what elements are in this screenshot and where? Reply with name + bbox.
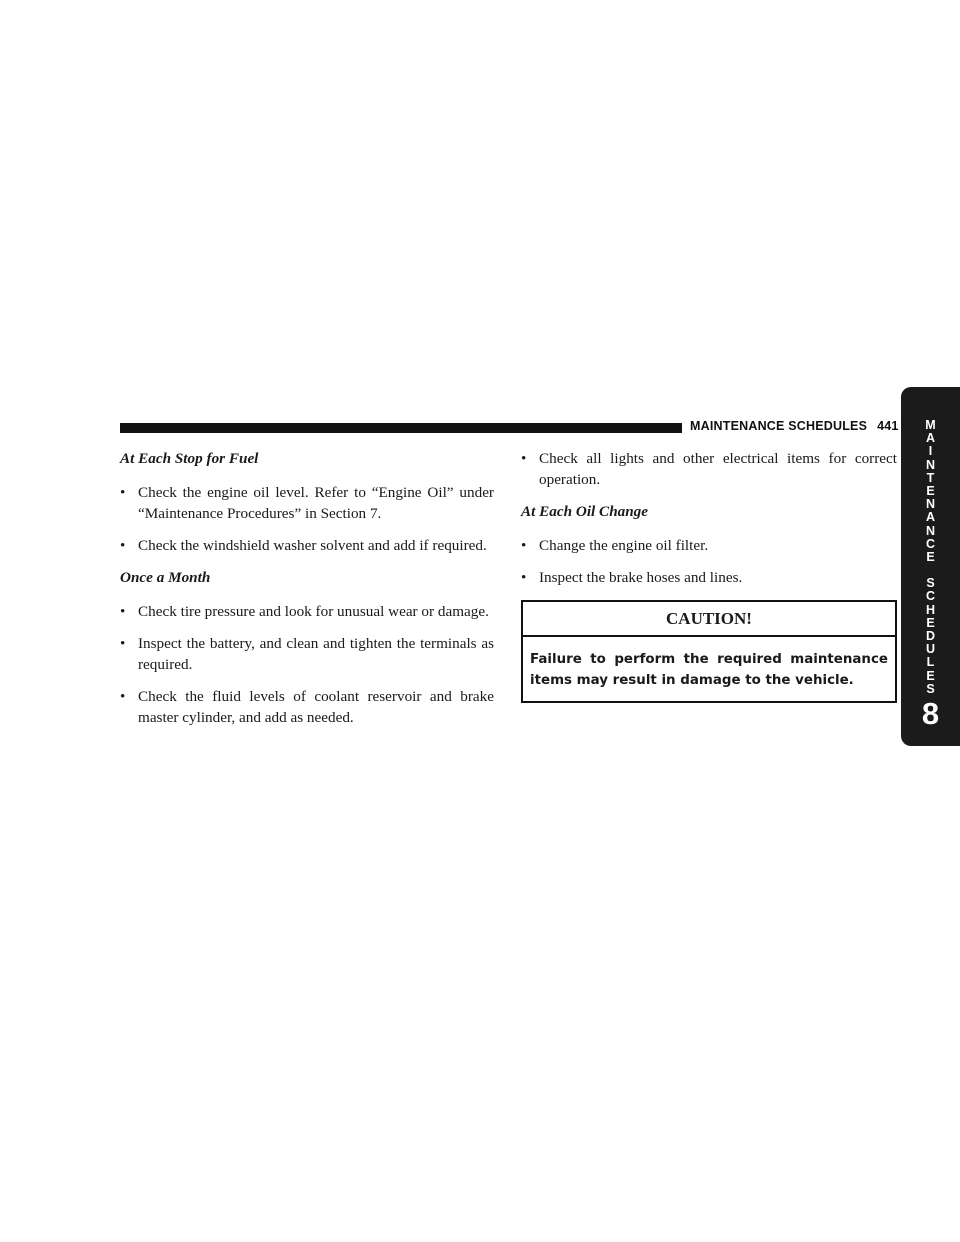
list-item: • Change the engine oil filter. [521,537,709,554]
chapter-tab-letter: H [925,602,936,617]
chapter-tab-letter: C [925,536,936,551]
caution-text: Failure to perform the required maintenance items may result in damage to the vehicle. [530,652,888,688]
header-rule [120,423,682,433]
chapter-tab-letter: A [925,510,936,525]
chapter-tab-letter: E [926,615,935,630]
caution-box [521,600,897,703]
chapter-tab-letter: T [926,470,935,485]
left-column [120,448,494,739]
chapter-tab-letters [901,419,960,696]
list-item: • Check tire pressure and look for unusual wear or damage. [120,603,489,620]
chapter-tab-letter: A [925,431,936,446]
running-header [690,419,899,437]
chapter-tab-letter: S [926,576,935,591]
chapter-side-tab [901,387,960,746]
chapter-tab-letter: S [926,681,935,696]
chapter-tab-letter: E [926,549,935,564]
chapter-tab-letter: D [925,629,936,643]
chapter-tab-letter: M [925,418,936,432]
chapter-tab-letter: L [926,655,935,670]
monthly-heading: Once a Month [120,569,211,586]
list-item: • Inspect the battery, and clean and tighten the terminals as required. [120,635,494,673]
right-column [521,448,897,703]
list-item: • Check the windshield washer solvent and add if required. [120,537,487,554]
list-item: • Check all lights and other electrical items for correct operation. [521,450,897,488]
fuel-stop-heading: At Each Stop for Fuel [120,450,259,467]
chapter-tab-letter: N [925,497,936,512]
list-item: • Check the engine oil level. Refer to “Engine Oil” under “Maintenance Procedures” in Section 7. [120,484,494,522]
chapter-tab-letter: E [926,483,935,498]
caution-title: CAUTION! [523,602,895,637]
chapter-tab-letter: E [926,668,935,683]
chapter-tab-letter: I [928,444,933,459]
section-title: MAINTENANCE SCHEDULES [690,419,868,433]
page-number: 441 [877,419,899,433]
chapter-tab-letter: C [925,589,936,604]
chapter-tab-letter: N [925,457,936,472]
list-item: • Check the fluid levels of coolant reservoir and brake master cylinder, and add as needed. [120,688,494,726]
chapter-tab-letter: N [925,523,936,538]
chapter-number: 8 [921,696,940,731]
oil-change-heading: At Each Oil Change [521,503,649,520]
chapter-tab-letter: U [925,642,936,657]
list-item: • Inspect the brake hoses and lines. [521,569,743,586]
